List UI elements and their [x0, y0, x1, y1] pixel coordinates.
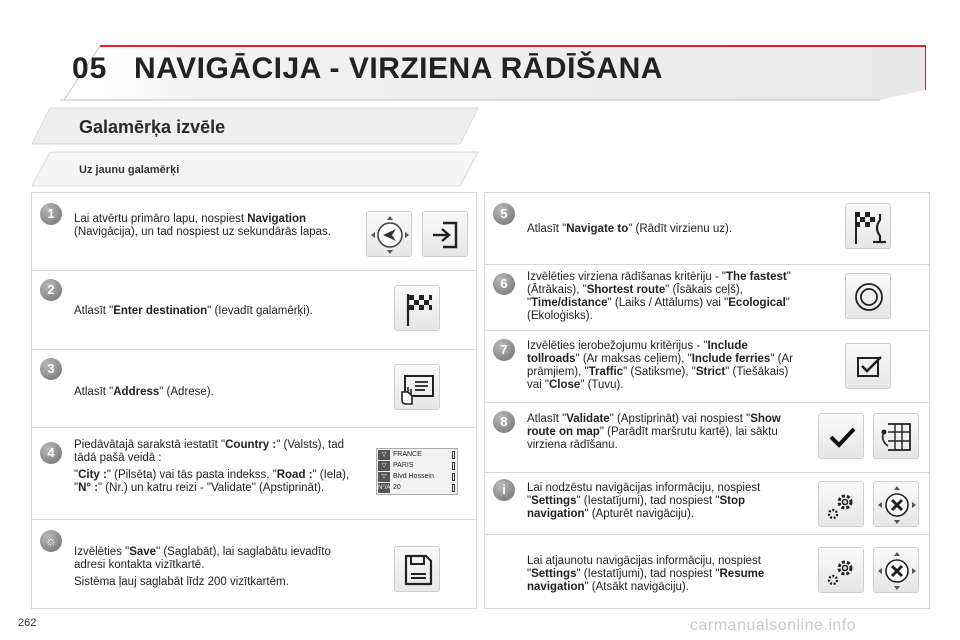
step-badge: 5 [493, 203, 515, 225]
address-entry-widget [376, 448, 458, 495]
left-steps-column [31, 192, 477, 609]
step-save [32, 520, 476, 610]
save-disk-icon [394, 546, 440, 592]
watermark: carmanualsonline.info [690, 617, 857, 634]
step-badge: 3 [40, 358, 62, 380]
step-8 [485, 403, 929, 473]
step-6 [485, 265, 929, 331]
step-text: Lai atjaunotu navigācijas informāciju, nospiest "Settings" (Iestatījumi), tad nospiest "Resume navigation" (Atsākt navigāciju). [527, 555, 765, 593]
step-7 [485, 331, 929, 403]
address-row-country[interactable] [377, 450, 457, 461]
right-steps-column [484, 192, 930, 609]
dropdown-arrow-icon: ▽ [378, 461, 390, 471]
step-3 [32, 350, 476, 428]
exit-arrow-icon [422, 211, 468, 257]
section-title: Galamērķa izvēle [79, 117, 226, 137]
step-text: Atlasīt "Validate" (Apstiprināt) vai nospiest "Show route on map" (Parādīt maršrutu kartē), lai sāktu virziena rādīšanu. [527, 413, 781, 451]
step-text: Atlasīt "Enter destination" (Ievadīt galamērķi). [74, 305, 313, 317]
checkmark-icon [818, 413, 864, 459]
info-badge-icon: i [493, 479, 515, 501]
settings-gears-icon [818, 547, 864, 593]
route-map-icon [873, 413, 919, 459]
checkered-flag-icon [394, 285, 440, 331]
step-4 [32, 428, 476, 520]
step-badge: 7 [493, 339, 515, 361]
edit-marker-icon [452, 473, 455, 481]
settings-gears-icon [818, 481, 864, 527]
radio-option-icon [845, 273, 891, 319]
info-resume [485, 535, 929, 610]
step-badge: 8 [493, 411, 515, 433]
step-text: Lai atvērtu primāro lapu, nospiest Navigation (Navigācija), un tad nospiest uz sekundārās lapas. [74, 213, 331, 238]
edit-marker-icon [452, 462, 455, 470]
step-badge: 6 [493, 273, 515, 295]
address-row-city[interactable] [377, 461, 457, 472]
navigation-joystick-icon [366, 211, 412, 257]
number-key-label: N°/A [378, 485, 391, 491]
step-badge: 2 [40, 279, 62, 301]
step-2 [32, 271, 476, 350]
dropdown-arrow-icon: ▽ [378, 450, 390, 460]
address-row-value: PARIS [393, 462, 414, 469]
step-badge: 4 [40, 442, 62, 464]
stop-navigation-icon [873, 481, 919, 527]
resume-navigation-icon [873, 547, 919, 593]
step-badge: 1 [40, 203, 62, 225]
step-1 [32, 193, 476, 271]
subsection-title: Uz jaunu galamērķi [79, 164, 180, 176]
address-row-value: FRANCE [393, 451, 422, 458]
address-row-road[interactable] [377, 472, 457, 483]
sun-badge-icon: ☼ [40, 530, 62, 552]
edit-marker-icon [452, 451, 455, 459]
step-text: Izvēlēties virziena rādīšanas kritēriju - "The fastest" (Ātrākais), "Shortest route" (Īsākais ceļš), "Time/distance" (Laiks / Attālums) vai "Ecological" (Ekoloģisks). [527, 271, 791, 322]
checkbox-icon [845, 343, 891, 389]
address-row-number[interactable] [377, 483, 457, 494]
address-row-value: 20 [393, 484, 401, 491]
info-stop [485, 473, 929, 535]
navigate-to-flag-icon [845, 203, 891, 249]
address-card-icon [394, 364, 440, 410]
edit-marker-icon [452, 484, 455, 492]
dropdown-arrow-icon: ▽ [378, 472, 390, 482]
step-text: Izvēlēties ierobežojumu kritērijus - "Include tollroads" (Ar maksas ceļiem), "Include ferries" (Ar prāmjiem), "Traffic" (Satiksme), "Strict" (Tiešākais) vai "Close" (Tuvu). [527, 340, 793, 391]
step-text: Izvēlēties "Save" (Saglabāt), lai saglabātu ievadīto adresi kontakta vizītkartē. Sistēma ļauj saglabāt līdz 200 vizītkartēm. [74, 546, 331, 588]
step-text: Atlasīt "Address" (Adrese). [74, 386, 214, 398]
step-5 [485, 193, 929, 265]
page-number: 262 [18, 617, 37, 629]
address-row-value: Blvd Hossein [393, 473, 434, 480]
step-text: Lai nodzēstu navigācijas informāciju, nospiest "Settings" (Iestatījumi), tad nospiest "Stop navigation" (Apturēt navigāciju). [527, 482, 761, 520]
chapter-number: 05 [72, 52, 108, 85]
step-text: Piedāvātajā sarakstā iestatīt "Country :" (Valsts), tad tādā pašā veidā : "City :" (Pilsēta) vai tās pasta indekss, "Road :" (Iela), "N° :" (Nr.) un katru reizi - "Validate" (Apstiprināt). [74, 439, 350, 494]
chapter-title: NAVIGĀCIJA - VIRZIENA RĀDĪŠANA [134, 52, 663, 85]
step-text: Atlasīt "Navigate to" (Rādīt virzienu uz). [527, 223, 733, 235]
